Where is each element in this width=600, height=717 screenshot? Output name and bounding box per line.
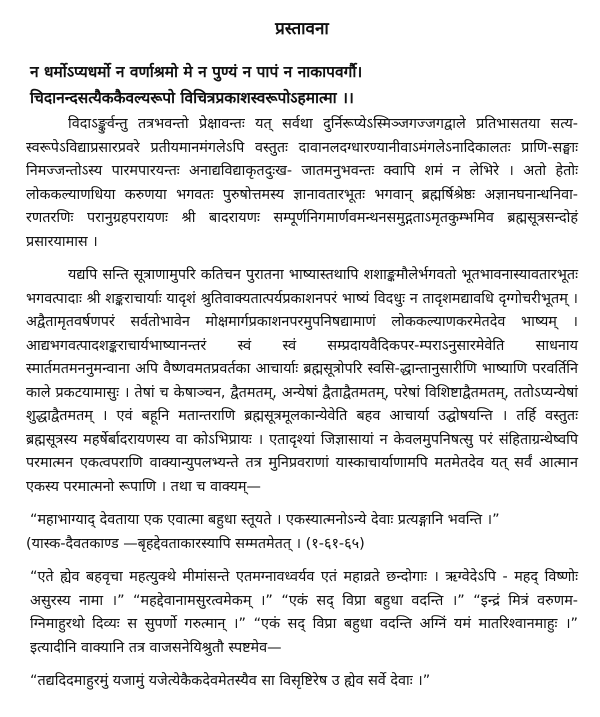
spacer (26, 254, 578, 264)
paragraph-1: विदाऽङ्कुर्वन्तु तत्रभवन्तो प्रेक्षावन्तः यत् सर्वथा दुर्निरूप्येऽस्मिञ्जगज्जगद्वाले प्रतिभासतया सत्य-स्वरूपेऽविद्याप्रसारप्रवरे प्रतीयमानमंगलेऽपि वस्तुतः दावानलदग्धारण्यानीवाऽमंगलेऽनादिकालतः प्राणि-सङ्घाः निमज्जन्तोऽस्य पारमपारयन्तः अनाद्यविद्याकृतदुःख- जातमनुभवन्तः क्वापि शमं न लेभिरे । अतो हेतोः लोककल्याणधिया करुणया भगवतः पुरुषोत्तमस्य ज्ञानावतारभूतः भगवान् ब्रह्मर्षिश्रेष्ठः अज्ञानघनान्धनिवा-रणतरणिः परानुग्रहपरायणः श्री बादरायणः सम्पूर्णनिगमार्णवमन्थनसमुद्गताऽमृतकुम्भमिव ब्रह्मसूत्रसन्दोहं प्रसारयामास । (26, 116, 578, 250)
paragraph-2: यद्यपि सन्ति सूत्राणामुपरि कतिचन पुरातना भाष्यास्तथापि शशाङ्कमौलेर्भगवतो भूतभावनास्यावतारभूतः भगवत्पादाः श्री शङ्कराचार्याः यादृशं श्रुतिवाक्यतात्पर्यप्रकाशनपरं भाष्यं विदधुः न तादृशमद्यावधि दृग्गोचरीभूतम् । अद्वैतामृतवर्षणपरं सर्वतोभावेन मोक्षमार्गप्रकाशनपरमुपनिषद्यामाणं लोककल्याणकरमेतदेव भाष्यम् । आद्यभगवत्पादशङ्कराचार्यभाष्यानन्तरं स्वं स्वं सम्प्रदायवैदिकपर-म्पराऽनुसारमेवेति साधनाय स्मार्तमतमननुमन्वाना अपि वैष्णवमतप्रवर्तका आचार्याः ब्रह्मसूत्रोपरि स्वसि-द्धान्तानुसारीणि भाष्याणि परवर्तिनि काले प्रकटयामासुः । तेषां च केषाञ्चन, द्वैतमतम्, अन्येषां द्वैताद्वैतमतम्, परेषां विशिष्टाद्वैतमतम्, ततोऽप्यन्येषां शुद्धाद्वैतमतम् । एवं बहूनि मतान्तराणि ब्रह्मसूत्रमूलकान्येवेति बहव आचार्या उद्घोषयन्ति । तर्हि वस्तुतः ब्रह्मसूत्रस्य महर्षेर्बादरायणस्य वा कोऽभिप्रायः । एतादृश्यां जिज्ञासायां न केवलमुपनिषत्सु परं संहिताग्रन्थेष्वपि परमात्मन एकत्वपराणि वाक्यान्युपलभ्यन्ते तत्र मुनिप्रवराणां यास्काचार्याणामपि मतमेतदेव यत् सर्वं आत्मान एकस्य परमात्मनो रूपाणि । तथा च वाक्यम्— (26, 267, 578, 495)
spacer (26, 499, 578, 509)
verse-line-1: न धर्मोऽप्यधर्मो न वर्णाश्रमो मे न पुण्यं न पापं न नाकापवर्गौ। (30, 63, 363, 81)
page-title: प्रस्तावना (275, 19, 329, 39)
quote-2: “एते ह्येव बहवृचा महत्युक्थे मीमांसन्ते एतमग्नावध्वर्यव एतं महाव्रते छन्दोगाः । ऋग्वेदेऽपि - महद् विष्णोः असुरस्य नामा ।” “महद्देवानामसुरत्वमेकम् ।” “एकं सद् विप्रा बहुधा वदन्ति ।” “इन्द्रं मित्रं वरुणम-ग्निमाहुरथो दिव्यः स सुपर्णो गरुत्मान् ।” “एकं सद् विप्रा बहुधा वदन्ति अग्निं यमं मातरिश्वानमाहुः ।” इत्यादीनि वाक्यानि तत्र वाजसनेयिश्रुतौ स्पष्टमेव— (30, 569, 578, 656)
quote-1-line-2: (यास्क-दैवतकाण्ड —बृहद्देवताकारस्यापि सम्मतमेतत् । (१-६१-६५) (26, 535, 365, 552)
verse-line-2: चिदानन्दसत्यैककैवल्यरूपो विचित्रप्रकाशस्वरूपोऽहमात्मा ।। (30, 89, 354, 107)
spacer (26, 660, 578, 670)
quote-3: “तद्यदिदमाहुरमुं यजामुं यजेत्येकैकदेवमेतस्यैव सा विसृष्टिरेष उ ह्येव सर्वे देवाः ।” (30, 673, 431, 689)
spacer (26, 556, 578, 566)
quote-1-line-1: “महाभाग्याद् देवताया एक एवात्मा बहुधा स्तूयते । एकस्यात्मनोऽन्ये देवाः प्रत्यङ्गानि भवन्ति ।” (30, 512, 500, 528)
